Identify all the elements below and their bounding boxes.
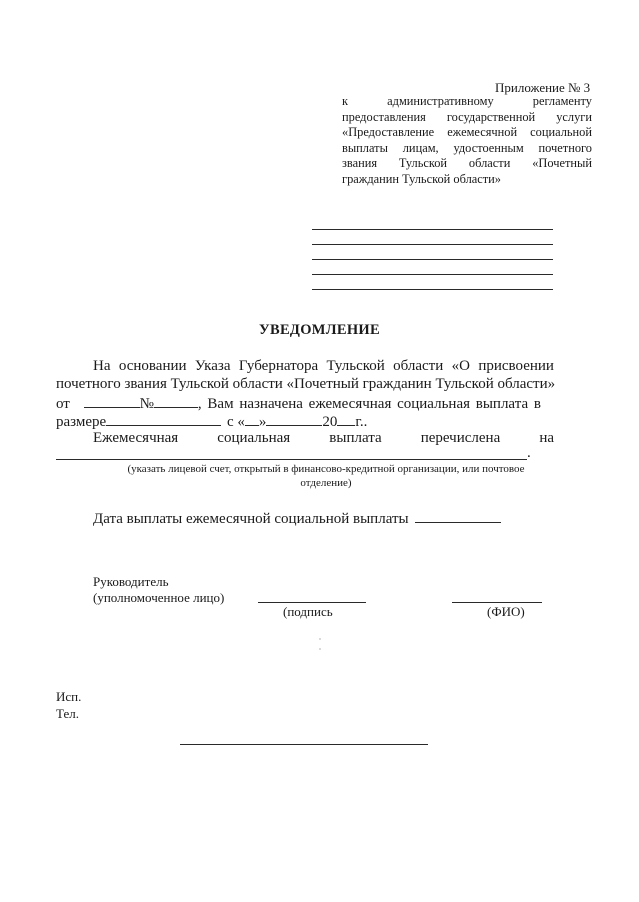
year-prefix: 20 [322, 414, 338, 430]
addressee-line[interactable] [312, 244, 553, 245]
account-field[interactable] [56, 459, 527, 460]
notice-word: Губернатора [238, 358, 319, 374]
transfer-line [93, 429, 554, 447]
payment-date-label: Дата выплаты ежемесячной социальной выплаты [93, 511, 409, 527]
appendix-title: Приложение № 3 [495, 80, 591, 95]
amount-label: размере [56, 414, 107, 430]
appendix-word: ежемесячной [447, 125, 518, 140]
appendix-word: удостоенным [453, 140, 524, 155]
from-label: от [56, 396, 70, 412]
notice-word: основании [118, 358, 187, 374]
notice-word: Указа [194, 358, 231, 374]
appendix-line-1 [342, 94, 592, 110]
full-name-field[interactable] [452, 602, 542, 603]
amount-field[interactable] [106, 411, 221, 426]
transfer-word: на [539, 430, 554, 446]
appendix-word: регламенту [532, 94, 592, 108]
start-month-field[interactable] [266, 411, 322, 426]
notice-word: присвоении [478, 358, 554, 374]
notice-word: «О [451, 358, 470, 374]
addressee-line[interactable] [312, 274, 553, 275]
appendix-line-2 [342, 110, 592, 126]
bottom-rule [180, 744, 428, 745]
assigned-text: , Вам назначена ежемесячная социальная выплата в [197, 396, 541, 412]
appendix-line-5 [342, 156, 592, 172]
signature-caption: (подпись [283, 604, 333, 619]
notice-paragraph-line-4 [56, 411, 367, 431]
appendix-word: выплаты [342, 140, 388, 155]
signatory-block [93, 574, 224, 606]
scan-artifact [319, 638, 321, 640]
notice-paragraph-line-2: почетного звания Тульской области «Почетный гражданин Тульской области» [56, 376, 556, 392]
payment-date-field[interactable] [415, 508, 501, 523]
start-year-field[interactable] [337, 411, 355, 426]
appendix-word: административному [387, 94, 494, 108]
quote-close: » [258, 414, 267, 430]
start-date-label: с « [226, 414, 245, 430]
number-sign: № [139, 396, 154, 412]
appendix-word: социальной [530, 125, 592, 140]
appendix-word: «Предоставление [342, 125, 435, 140]
appendix-word: государственной [446, 109, 536, 124]
account-field-period: . [527, 445, 531, 461]
account-hint: (указать лицевой счет, открытый в финансово-кредитной организации, или почтовое отделение) [127, 463, 525, 489]
notice-paragraph-line-1 [93, 357, 554, 375]
addressee-line[interactable] [312, 259, 553, 260]
transfer-word: перечислена [420, 430, 501, 446]
signature-field[interactable] [258, 602, 366, 603]
transfer-word: социальная [217, 430, 291, 446]
appendix-line-3 [342, 125, 592, 141]
appendix-word: к [342, 94, 349, 108]
appendix-word: области [468, 156, 511, 171]
signatory-title: Руководитель [93, 574, 169, 589]
executor-block [56, 688, 81, 722]
signatory-subtitle: (уполномоченное лицо) [93, 590, 225, 605]
start-day-field[interactable] [245, 411, 259, 426]
appendix-line-4 [342, 141, 592, 157]
appendix-line-6: гражданин Тульской области» [342, 171, 501, 186]
addressee-line[interactable] [312, 229, 553, 230]
transfer-word: Ежемесячная [93, 430, 179, 446]
executor-label: Исп. [56, 689, 82, 704]
phone-label: Тел. [56, 706, 79, 721]
appendix-word: почетного [538, 140, 592, 155]
year-suffix: г.. [355, 414, 368, 430]
addressee-line[interactable] [312, 289, 553, 290]
payment-date-row [93, 508, 501, 528]
scan-artifact [319, 648, 321, 650]
notice-word: На [93, 358, 111, 374]
appendix-word: предоставления [342, 109, 426, 124]
appendix-word: услуги [556, 109, 592, 124]
notice-word: Тульской [326, 358, 385, 374]
appendix-word: «Почетный [532, 156, 592, 171]
appendix-word: звания [342, 156, 378, 171]
full-name-caption: (ФИО) [487, 604, 525, 619]
decree-date-field[interactable] [84, 393, 140, 408]
decree-number-field[interactable] [154, 393, 198, 408]
notice-word: области [393, 358, 444, 374]
notice-heading: УВЕДОМЛЕНИЕ [259, 322, 380, 338]
appendix-word: лицам, [402, 140, 439, 155]
transfer-word: выплата [329, 430, 382, 446]
appendix-word: Тульской [398, 156, 448, 171]
notice-paragraph-line-3 [56, 393, 541, 413]
appendix-reference [342, 94, 592, 188]
